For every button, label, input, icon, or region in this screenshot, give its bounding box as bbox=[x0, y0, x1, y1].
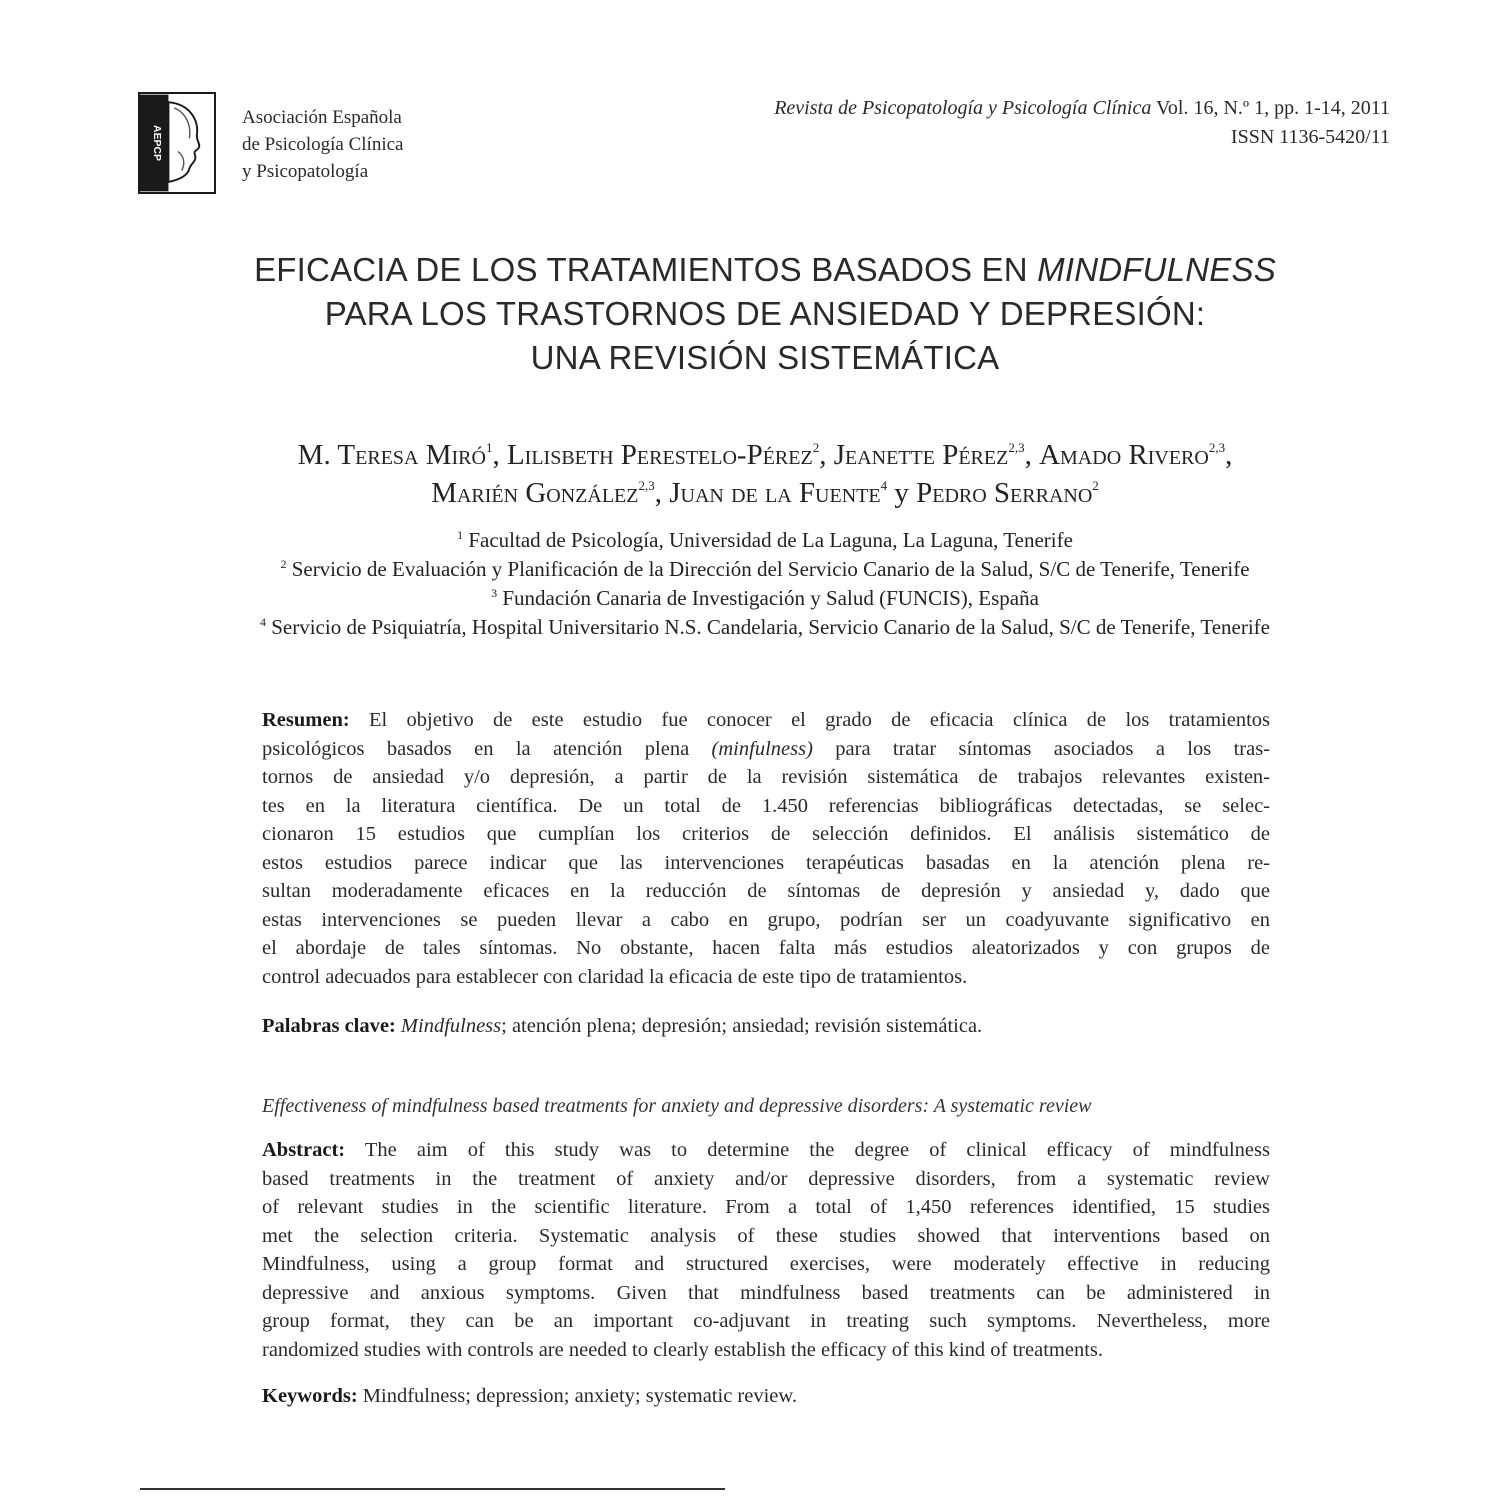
author-list: M. Teresa Miró$^1$, Lilisbeth Perestelo-Pérez$^2$, Jeanette Pérez$^{2,3}$, Amado Rivero$^{2,3}$, Marién González$^{2,3}$, Juan de la Fuente$^4$ y Pedro Serrano$^2$ bbox=[297, 439, 1233, 509]
affiliation-item: $^1$ Facultad de Psicología, Universidad de La Laguna, La Laguna, Tenerife bbox=[457, 528, 1073, 552]
affiliation-item: $^4$ Servicio de Psiquiatría, Hospital Universitario N.S. Candelaria, Servicio Canario de la Salud, S/C de Tenerife, Tenerife bbox=[259, 615, 1271, 639]
author-affiliation-mark: 2,3 bbox=[1008, 440, 1025, 455]
resumen-label: Resumen: bbox=[262, 709, 350, 731]
author-name: Lilisbeth Perestelo-Pérez bbox=[506, 439, 813, 471]
association-name-line: de Psicología Clínica bbox=[242, 134, 404, 155]
author-affiliation-mark: 2 bbox=[812, 440, 820, 455]
spanish-keywords: Palabras clave: Mindfulness; atención plena; depresión; ansiedad; revisión sistemática. bbox=[262, 1015, 983, 1037]
author-name: Marién González bbox=[431, 477, 639, 509]
title-line-1: EFICACIA DE LOS TRATAMIENTOS BASADOS EN bbox=[254, 251, 1038, 288]
title-line-3: UNA REVISIÓN SISTEMÁTICA bbox=[530, 339, 1000, 376]
logo-face-profile-icon bbox=[140, 94, 214, 192]
association-name-line: Asociación Española bbox=[242, 107, 402, 128]
affiliation-list bbox=[60, 526, 1470, 642]
author-name: Jeanette Pérez bbox=[833, 439, 1009, 471]
author-name: M. Teresa Miró bbox=[297, 439, 486, 471]
journal-issn: ISSN 1136-5420/11 bbox=[1230, 126, 1390, 148]
author-name: Amado Rivero bbox=[1039, 439, 1209, 471]
author-name: Pedro Serrano bbox=[916, 477, 1093, 509]
title-keyword: MINDFULNESS bbox=[1037, 251, 1276, 288]
association-logo bbox=[138, 92, 216, 194]
journal-citation bbox=[774, 94, 1390, 152]
english-title: Effectiveness of mindfulness based treatments for anxiety and depressive disorders: A systematic review bbox=[262, 1095, 1092, 1117]
author-name: Juan de la Fuente bbox=[669, 477, 881, 509]
english-keywords: Keywords: Mindfulness; depression; anxiety; systematic review. bbox=[262, 1385, 797, 1407]
logo-text: AEPCP bbox=[151, 125, 163, 161]
keywords-label: Keywords: bbox=[262, 1385, 358, 1407]
author-affiliation-mark: 1 bbox=[485, 440, 493, 455]
abstract-label: Abstract: bbox=[262, 1139, 346, 1161]
paper-title bbox=[100, 248, 1430, 380]
affiliation-item: $^3$ Fundación Canaria de Investigación y Salud (FUNCIS), España bbox=[491, 586, 1039, 610]
english-abstract: Abstract: The aim of this study was to determine the degree of clinical efficacy of mindfulness based treatments in the treatment of anxiety and/or depressive disorders, from a systematic review of relevant studies in the scientific literature. From a total of 1,450 references identified, 15 studies met the selection criteria. Systematic analysis of these studies showed that interventions based on Mindfulness, using a group format and structured exercises, were moderately effective in reducing depressive and anxious symptoms. Given that mindfulness based treatments can be administered in group format, they can be an important co-adjuvant in treating such symptoms. Nevertheless, more randomized studies with controls are needed to clearly establish the efficacy of this kind of treatments. bbox=[262, 1139, 1270, 1361]
author-affiliation-mark: 2,3 bbox=[1208, 440, 1226, 455]
palabras-label: Palabras clave: bbox=[262, 1015, 396, 1037]
journal-name: Revista de Psicopatología y Psicología Clínica bbox=[774, 97, 1152, 119]
affiliation-item: $^2$ Servicio de Evaluación y Planificación de la Dirección del Servicio Canario de la Salud, S/C de Tenerife, Tenerife bbox=[280, 557, 1250, 581]
author-affiliation-mark: 2 bbox=[1092, 478, 1099, 493]
journal-volume: Vol. 16, N.º 1, pp. 1-14, 2011 bbox=[1156, 97, 1390, 119]
author-affiliation-mark: 4 bbox=[880, 478, 888, 493]
spanish-abstract: Resumen: El objetivo de este estudio fue conocer el grado de eficacia clínica de los tratamientos psicológicos basados en la atención plena (minfulness) para tratar síntomas asociados a los tras- tornos de ansiedad y/o depresión, a partir de la revisión sistemática de trabajos relevantes existen- tes en la literatura científica. De un total de 1.450 referencias bibliográficas detectadas, se selec- cionaron 15 estudios que cumplían los criterios de selección definidos. El análisis sistemático de estos estudios parece indicar que las intervenciones terapéuticas basadas en la atención plena re- sultan moderadamente eficaces en la reducción de síntomas de depresión y ansiedad y, dado que estas intervenciones se pueden llevar a cabo en grupo, podrían ser un coadyuvante significativo en el abordaje de tales síntomas. No obstante, hacen falta más estudios aleatorizados y con grupos de control adecuados para establecer con claridad la eficacia de este tipo de tratamientos. bbox=[262, 709, 1271, 988]
association-name bbox=[242, 104, 403, 185]
association-name-line: y Psicopatología bbox=[242, 161, 369, 182]
footnote-divider bbox=[140, 1488, 725, 1490]
title-line-2: PARA LOS TRASTORNOS DE ANSIEDAD Y DEPRESIÓN: bbox=[324, 295, 1206, 332]
author-affiliation-mark: 2,3 bbox=[638, 478, 655, 493]
